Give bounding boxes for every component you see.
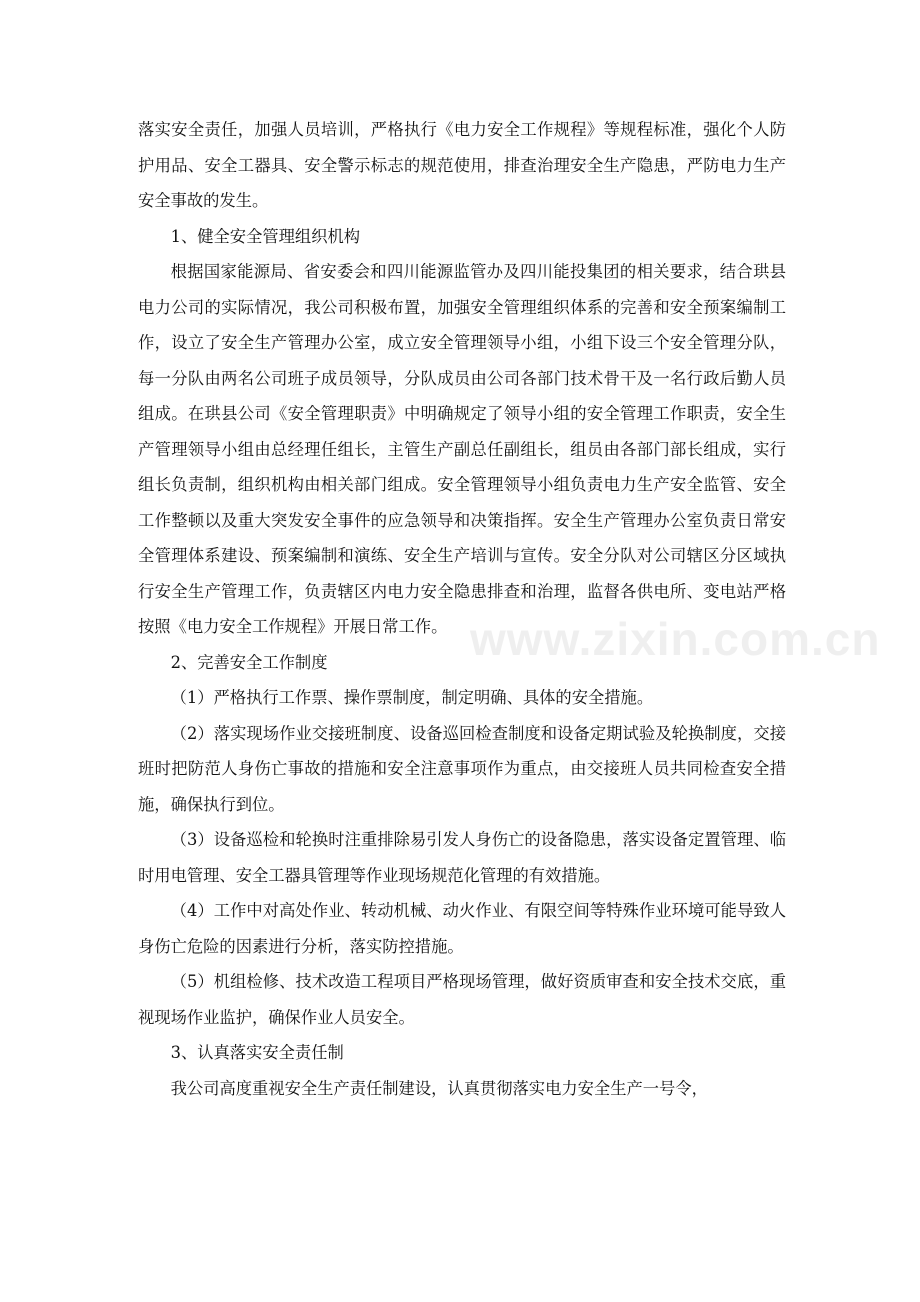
- paragraph-continuation: 落实安全责任，加强人员培训，严格执行《电力安全工作规程》等规程标准，强化个人防护用品、安全工器具、安全警示标志的规范使用，排查治理安全生产隐患，严防电力生产安全事故的发生。: [138, 120, 786, 210]
- list-item-3: （3）设备巡检和轮换时注重排除易引发人身伤亡的设备隐患，落实设备定置管理、临时用电管理、安全工器具管理等作业现场规范化管理的有效措施。: [138, 830, 786, 885]
- section-heading-3: 3、认真落实安全责任制: [170, 1043, 344, 1062]
- section-heading-1: 1、健全安全管理组织机构: [170, 226, 361, 246]
- list-item-4: （4）工作中对高处作业、转动机械、动火作业、有限空间等特殊作业环境可能导致人身伤亡危险的因素进行分析，落实防控措施。: [138, 901, 786, 956]
- document-body: [138, 112, 786, 1106]
- list-item-1: （1）严格执行工作票、操作票制度，制定明确、具体的安全措施。: [170, 688, 654, 707]
- paragraph-organization: 根据国家能源局、省安委会和四川能源监管办及四川能投集团的相关要求，结合珙县电力公司的实际情况，我公司积极布置，加强安全管理组织体系的完善和安全预案编制工作，设立了安全生产管理办公室，成立安全管理领导小组，小组下设三个安全管理分队，每一分队由两名公司班子成员领导，分队成员由公司各部门技术骨干及一名行政后勤人员组成。在珙县公司《安全管理职责》中明确规定了领导小组的安全管理工作职责，安全生产管理领导小组由总经理任组长，主管生产副总任副组长，组员由各部门部长组成，实行组长负责制，组织机构由相关部门组成。安全管理领导小组负责电力生产安全监管、安全工作整顿以及重大突发安全事件的应急领导和决策指挥。安全生产管理办公室负责日常安全管理体系建设、预案编制和演练、安全生产培训与宣传。安全分队对公司辖区分区域执行安全生产管理工作，负责辖区内电力安全隐患排查和治理，监督各供电所、变电站严格按照《电力安全工作规程》开展日常工作。: [138, 262, 786, 636]
- list-item-2: （2）落实现场作业交接班制度、设备巡回检查制度和设备定期试验及轮换制度，交接班时把防范人身伤亡事故的措施和安全注意事项作为重点，由交接班人员共同检查安全措施，确保执行到位。: [138, 723, 786, 814]
- section-heading-2: 2、完善安全工作制度: [170, 652, 328, 672]
- paragraph-responsibility: 我公司高度重视安全生产责任制建设，认真贯彻落实电力安全生产一号令，: [170, 1078, 708, 1098]
- watermark-text: www.zixin.com.cn: [470, 613, 881, 665]
- list-item-5: （5）机组检修、技术改造工程项目严格现场管理，做好资质审查和安全技术交底，重视现场作业监护，确保作业人员安全。: [138, 972, 786, 1027]
